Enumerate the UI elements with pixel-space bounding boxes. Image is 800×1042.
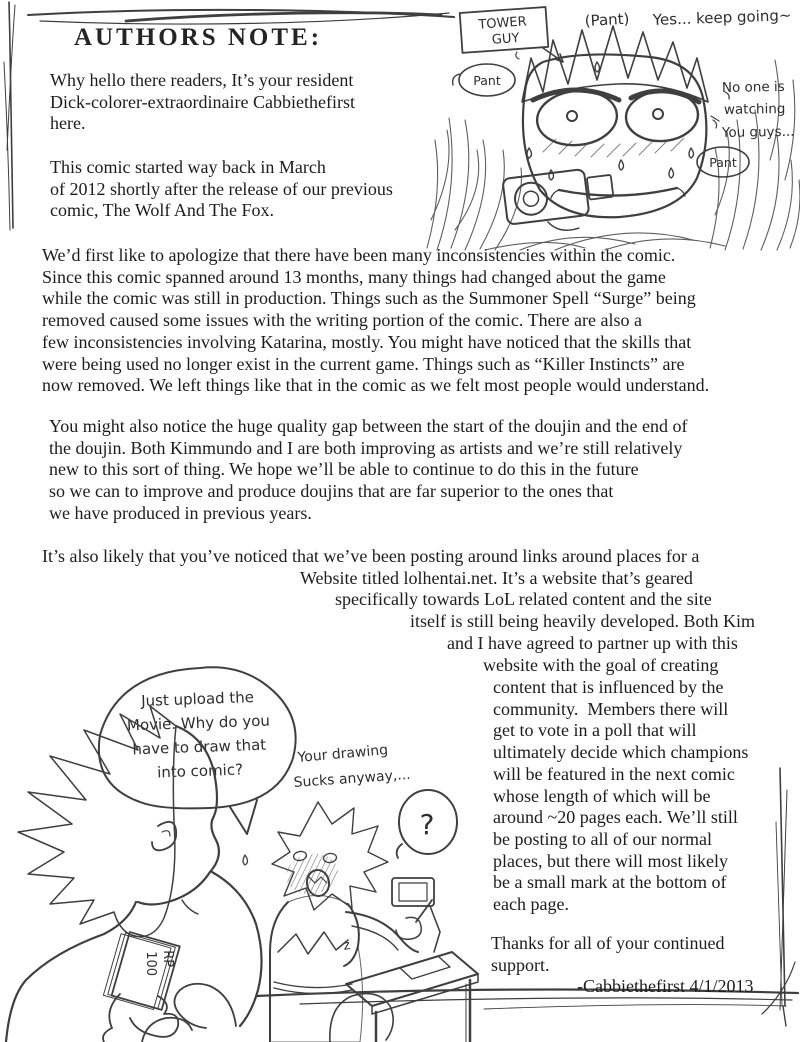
pant-bubble-left (453, 64, 515, 96)
text-line: we have produced in previous years. (49, 502, 312, 523)
text-line: Why hello there readers, It’s your resident (50, 70, 354, 90)
tower-guy-label (460, 7, 563, 62)
insult-text-1: Your drawing (296, 742, 389, 766)
text-line: places, but there will most likely (493, 850, 728, 871)
paragraph-start (50, 157, 393, 222)
question-bubble (397, 790, 457, 858)
pant-top-text: (Pant) (584, 9, 630, 30)
paragraph-quality (49, 416, 688, 525)
text-line: This comic started way back in March (50, 157, 326, 177)
watching-line-1: No one is (721, 78, 785, 96)
paragraph-website-column (493, 677, 748, 916)
text-line: specifically towards LoL related content and the site (335, 589, 712, 610)
text-line: It’s also likely that you’ve noticed that we’ve been posting around links around places for a (42, 546, 700, 566)
label-text-2: GUY (491, 30, 520, 48)
text-line: the doujin. Both Kimmundo and I are both improving as artists and we’re still relatively (49, 437, 683, 458)
text-line: You might also notice the huge quality gap between the start of the doujin and the end of (49, 416, 688, 436)
text-line: community. Members there will (493, 698, 729, 719)
text-line: will be featured in the next comic (493, 763, 735, 784)
right-border-strokes (776, 768, 787, 1026)
card-text-rp: RP (160, 950, 176, 968)
text-line: Dick-colorer-extraordinaire Cabbiethefirst (50, 91, 355, 112)
face-outline (523, 54, 706, 217)
paragraph-intro (50, 70, 355, 135)
artist-spiky-hair (272, 802, 388, 910)
text-line: Website titled lolhentai.net. It’s a website that’s geared (300, 567, 693, 588)
label-text-1: TOWER (477, 14, 528, 33)
right-pupil (653, 109, 663, 119)
artist-pen (416, 900, 432, 922)
pant-right-text: Pant (709, 155, 737, 170)
text-line: removed caused some issues with the writing portion of the comic. There are also a (42, 310, 642, 331)
left-border-strokes (4, 2, 15, 230)
friend-sweat-drop (243, 855, 248, 865)
text-line: We’d first like to apologize that there have been many inconsistencies within the comic. (42, 245, 676, 265)
drawing-paper (400, 956, 450, 979)
text-line: now removed. We left things like that in the comic as we felt most people would understand. (42, 375, 710, 396)
camcorder-drawing (502, 166, 616, 238)
artist-body-left (270, 902, 288, 1042)
speech-text-1: Just upload the (140, 688, 255, 710)
question-bubble-tail (397, 844, 402, 858)
artist-illustration (0, 650, 475, 1042)
hoodie-zigzag (278, 932, 348, 954)
speech-text-4: into comic? (156, 760, 244, 782)
mouth-corner-left (551, 190, 559, 198)
text-line: content that is influenced by the (493, 677, 724, 697)
text-line: comic, The Wolf And The Fox. (50, 200, 275, 221)
pant-left-text: Pant (473, 73, 501, 88)
friend-ear-inner (162, 831, 170, 836)
text-line: support. (491, 954, 550, 975)
friend-hands (103, 984, 236, 1042)
top-border-strokes (28, 10, 454, 24)
artist-bottom-hand (330, 994, 393, 1042)
text-line: itself is still being heavily developed. Both Kim (410, 611, 755, 632)
text-line: few inconsistencies involving Katarina, mostly. You might have noticed that the skills that (42, 331, 692, 352)
text-line: Since this comic spanned around 13 months, many things had changed about the game (42, 266, 666, 287)
question-mark-text: ? (419, 808, 435, 841)
speech-text-2: Movie. Why do you (126, 711, 271, 735)
author-signature: -Cabbiethefirst 4/1/2013 (577, 976, 754, 996)
left-pupil (567, 111, 577, 121)
card-text-100: 100 (143, 951, 159, 977)
friend-body-left (6, 902, 136, 1042)
sweat-drops (527, 62, 694, 180)
text-line: so we can to improve and produce doujins that are far superior to the ones that (49, 481, 614, 502)
watching-pointer (711, 116, 719, 121)
pant-bubble-right (697, 147, 749, 177)
sleep-z-text: z (342, 937, 352, 954)
paragraph-thanks (491, 933, 724, 976)
watching-line-3: You guys... (721, 123, 795, 141)
text-line: website with the goal of creating (483, 654, 719, 675)
text-line: of 2012 shortly after the release of our previous (50, 178, 393, 199)
page-title: AUTHORS NOTE: (74, 24, 323, 51)
text-line: here. (50, 113, 86, 134)
mouth (559, 188, 677, 196)
desk-drawing (346, 952, 478, 1042)
friend-ear (152, 822, 176, 851)
speech-text-3: have to draw that (132, 735, 267, 759)
spiky-hair (522, 26, 708, 102)
text-line: and I have agreed to partner up with this (447, 632, 738, 653)
speech-bubble (99, 667, 296, 834)
text-line: ultimately decide which champions (493, 742, 749, 763)
friend-neck-line (182, 900, 198, 914)
text-line: whose length of which will be (493, 785, 711, 806)
text-line: each page. (493, 894, 569, 915)
text-line: be a small mark at the bottom of (493, 872, 727, 893)
watching-line-2: watching (723, 100, 786, 118)
insult-text-2: Sucks anyway,... (293, 766, 412, 791)
text-line: around ~20 pages each. We’ll still (493, 807, 738, 828)
desk-camcorder (392, 878, 440, 952)
text-line: were being used no longer exist in the current game. Things such as “Killer Instincts” are (42, 353, 685, 374)
friend-body-right (212, 872, 262, 1026)
tower-guy-head (516, 26, 729, 217)
artist-body-shade (270, 895, 363, 1042)
grass-strokes-front (485, 233, 725, 250)
artist-face-shade (282, 849, 341, 899)
mouth-corner-right (677, 188, 685, 196)
text-line: get to vote in a poll that will (493, 720, 697, 741)
text-line: new to this sort of thing. We hope we’ll be able to continue to do this in the future (49, 459, 639, 480)
artist-character (270, 802, 478, 1042)
watching-caption (711, 79, 795, 141)
paragraph-apology (42, 245, 709, 397)
text-line: Thanks for all of your continued (491, 933, 725, 953)
keep-going-text: Yes... keep going~ (652, 6, 792, 29)
tower-guy-illustration (425, 0, 800, 250)
text-line: be posting to all of our normal (493, 828, 712, 849)
hoodie-waistband (274, 982, 352, 994)
text-line: while the comic was still in production. Things such as the Summoner Spell “Surge” being (42, 288, 696, 309)
